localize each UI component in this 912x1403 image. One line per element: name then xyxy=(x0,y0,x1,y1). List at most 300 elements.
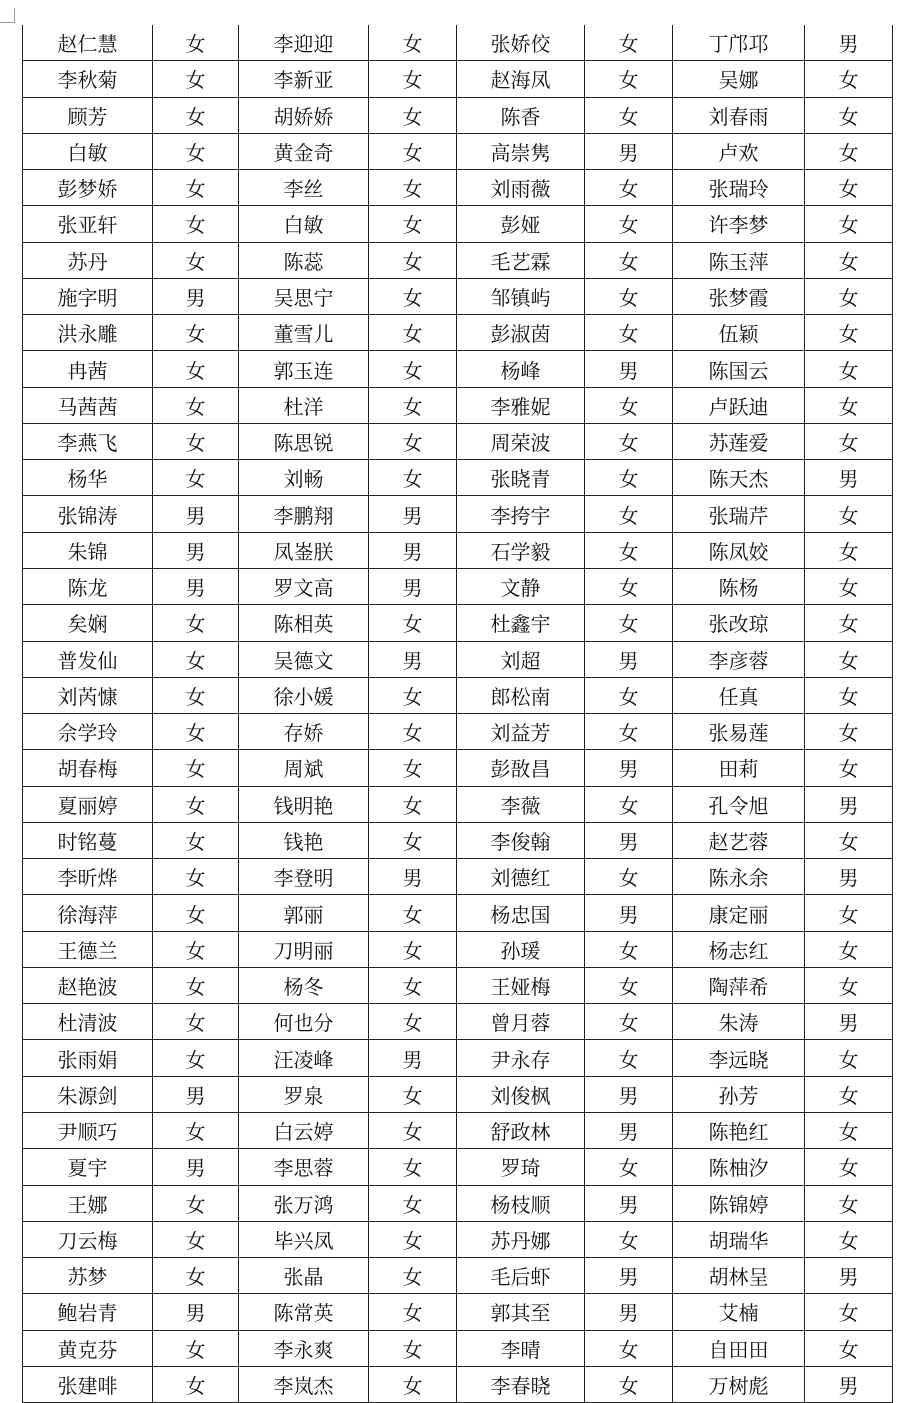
gender-cell: 女 xyxy=(805,568,893,604)
name-cell: 苏丹娜 xyxy=(457,1221,585,1257)
name-cell: 杨华 xyxy=(23,460,153,496)
gender-cell: 女 xyxy=(369,1221,457,1257)
name-cell: 钱艳 xyxy=(239,822,369,858)
gender-cell: 女 xyxy=(153,206,239,242)
gender-cell: 女 xyxy=(805,61,893,97)
gender-cell: 男 xyxy=(805,460,893,496)
gender-cell: 女 xyxy=(153,822,239,858)
name-cell: 施字明 xyxy=(23,278,153,314)
gender-cell: 女 xyxy=(805,242,893,278)
name-cell: 吴德文 xyxy=(239,641,369,677)
gender-cell: 女 xyxy=(369,423,457,459)
name-cell: 夏宇 xyxy=(23,1149,153,1185)
name-cell: 何也分 xyxy=(239,1004,369,1040)
name-cell: 杜洋 xyxy=(239,387,369,423)
gender-cell: 女 xyxy=(585,1330,673,1366)
gender-cell: 女 xyxy=(153,61,239,97)
gender-cell: 女 xyxy=(369,931,457,967)
gender-cell: 女 xyxy=(369,605,457,641)
gender-cell: 女 xyxy=(153,931,239,967)
gender-cell: 女 xyxy=(585,967,673,1003)
name-cell: 彭淑茵 xyxy=(457,315,585,351)
name-cell: 毛艺霖 xyxy=(457,242,585,278)
gender-cell: 男 xyxy=(585,1294,673,1330)
gender-cell: 女 xyxy=(805,315,893,351)
gender-cell: 男 xyxy=(805,25,893,61)
gender-cell: 女 xyxy=(585,315,673,351)
gender-cell: 女 xyxy=(369,61,457,97)
name-cell: 伍颖 xyxy=(673,315,805,351)
table-row xyxy=(23,1330,893,1366)
table-row xyxy=(23,1004,893,1040)
name-cell: 时铭蔓 xyxy=(23,822,153,858)
name-cell: 刘春雨 xyxy=(673,97,805,133)
gender-cell: 女 xyxy=(153,242,239,278)
name-cell: 李燕飞 xyxy=(23,423,153,459)
name-cell: 黄克芬 xyxy=(23,1330,153,1366)
name-cell: 徐小媛 xyxy=(239,677,369,713)
name-cell: 彭敔昌 xyxy=(457,750,585,786)
gender-cell: 女 xyxy=(585,532,673,568)
table-row xyxy=(23,351,893,387)
name-cell: 卢欢 xyxy=(673,133,805,169)
gender-cell: 女 xyxy=(369,1004,457,1040)
page-corner-mark xyxy=(0,8,15,23)
gender-cell: 女 xyxy=(369,1258,457,1294)
gender-cell: 女 xyxy=(585,1149,673,1185)
gender-cell: 女 xyxy=(369,1366,457,1402)
name-cell: 李晴 xyxy=(457,1330,585,1366)
gender-cell: 女 xyxy=(585,931,673,967)
name-cell: 李登明 xyxy=(239,859,369,895)
name-cell: 李挎宇 xyxy=(457,496,585,532)
name-cell: 田莉 xyxy=(673,750,805,786)
name-cell: 李永爽 xyxy=(239,1330,369,1366)
name-cell: 罗泉 xyxy=(239,1076,369,1112)
table-row xyxy=(23,895,893,931)
name-cell: 刀云梅 xyxy=(23,1221,153,1257)
name-cell: 顾芳 xyxy=(23,97,153,133)
gender-cell: 女 xyxy=(369,351,457,387)
gender-cell: 女 xyxy=(369,822,457,858)
name-cell: 刘超 xyxy=(457,641,585,677)
gender-cell: 女 xyxy=(805,641,893,677)
table-row xyxy=(23,714,893,750)
name-cell: 普发仙 xyxy=(23,641,153,677)
gender-cell: 男 xyxy=(585,895,673,931)
gender-cell: 男 xyxy=(585,641,673,677)
gender-cell: 女 xyxy=(369,97,457,133)
gender-cell: 女 xyxy=(805,1076,893,1112)
name-cell: 郭丽 xyxy=(239,895,369,931)
name-cell: 白敏 xyxy=(23,133,153,169)
name-cell: 杨枝顺 xyxy=(457,1185,585,1221)
gender-cell: 女 xyxy=(153,1040,239,1076)
name-cell: 刘畅 xyxy=(239,460,369,496)
name-cell: 张雨娟 xyxy=(23,1040,153,1076)
name-cell: 杨冬 xyxy=(239,967,369,1003)
name-cell: 陈永余 xyxy=(673,859,805,895)
gender-cell: 女 xyxy=(585,387,673,423)
name-cell: 李薇 xyxy=(457,786,585,822)
gender-cell: 男 xyxy=(369,532,457,568)
name-cell: 胡瑞华 xyxy=(673,1221,805,1257)
name-cell: 曾月蓉 xyxy=(457,1004,585,1040)
gender-cell: 女 xyxy=(153,641,239,677)
name-cell: 赵海凤 xyxy=(457,61,585,97)
name-cell: 丁邝邛 xyxy=(673,25,805,61)
name-cell: 张梦霞 xyxy=(673,278,805,314)
gender-cell: 男 xyxy=(585,822,673,858)
gender-cell: 男 xyxy=(369,496,457,532)
gender-cell: 女 xyxy=(153,677,239,713)
table-row xyxy=(23,97,893,133)
gender-cell: 女 xyxy=(369,1185,457,1221)
name-cell: 李春晓 xyxy=(457,1366,585,1402)
name-cell: 白敏 xyxy=(239,206,369,242)
gender-cell: 男 xyxy=(805,1258,893,1294)
name-cell: 陈香 xyxy=(457,97,585,133)
name-cell: 苏梦 xyxy=(23,1258,153,1294)
table-row xyxy=(23,206,893,242)
table-row xyxy=(23,1366,893,1402)
gender-cell: 女 xyxy=(585,170,673,206)
gender-cell: 女 xyxy=(369,1112,457,1148)
table-row xyxy=(23,133,893,169)
name-cell: 罗文高 xyxy=(239,568,369,604)
gender-cell: 女 xyxy=(153,315,239,351)
name-cell: 彭梦娇 xyxy=(23,170,153,206)
gender-cell: 男 xyxy=(153,532,239,568)
gender-cell: 女 xyxy=(153,967,239,1003)
gender-cell: 女 xyxy=(585,1004,673,1040)
name-cell: 存娇 xyxy=(239,714,369,750)
table-row xyxy=(23,568,893,604)
gender-cell: 女 xyxy=(369,714,457,750)
gender-cell: 女 xyxy=(153,1004,239,1040)
gender-cell: 男 xyxy=(369,1040,457,1076)
gender-cell: 男 xyxy=(585,750,673,786)
gender-cell: 女 xyxy=(369,895,457,931)
gender-cell: 女 xyxy=(153,133,239,169)
gender-cell: 女 xyxy=(369,170,457,206)
gender-cell: 男 xyxy=(585,1185,673,1221)
name-cell: 赵仁慧 xyxy=(23,25,153,61)
gender-cell: 男 xyxy=(805,786,893,822)
name-cell: 康定丽 xyxy=(673,895,805,931)
gender-cell: 女 xyxy=(805,387,893,423)
gender-cell: 女 xyxy=(369,133,457,169)
gender-cell: 女 xyxy=(805,967,893,1003)
name-cell: 矣娴 xyxy=(23,605,153,641)
roster-body xyxy=(23,25,893,1403)
gender-cell: 女 xyxy=(153,750,239,786)
name-cell: 张建啡 xyxy=(23,1366,153,1402)
gender-cell: 男 xyxy=(805,1366,893,1402)
name-cell: 杨忠国 xyxy=(457,895,585,931)
table-row xyxy=(23,61,893,97)
name-cell: 苏丹 xyxy=(23,242,153,278)
name-cell: 陈相英 xyxy=(239,605,369,641)
gender-cell: 女 xyxy=(153,170,239,206)
name-cell: 李彦蓉 xyxy=(673,641,805,677)
gender-cell: 男 xyxy=(585,351,673,387)
gender-cell: 女 xyxy=(153,1112,239,1148)
table-row xyxy=(23,1294,893,1330)
gender-cell: 女 xyxy=(153,714,239,750)
name-cell: 自田田 xyxy=(673,1330,805,1366)
gender-cell: 女 xyxy=(369,242,457,278)
name-cell: 吴思宁 xyxy=(239,278,369,314)
gender-cell: 女 xyxy=(585,1221,673,1257)
gender-cell: 男 xyxy=(153,1076,239,1112)
gender-cell: 女 xyxy=(585,605,673,641)
gender-cell: 女 xyxy=(153,1366,239,1402)
name-cell: 陈锦婷 xyxy=(673,1185,805,1221)
gender-cell: 女 xyxy=(153,895,239,931)
name-cell: 黄金奇 xyxy=(239,133,369,169)
gender-cell: 女 xyxy=(805,895,893,931)
name-cell: 钱明艳 xyxy=(239,786,369,822)
name-cell: 任真 xyxy=(673,677,805,713)
name-cell: 孙芳 xyxy=(673,1076,805,1112)
name-cell: 朱源剑 xyxy=(23,1076,153,1112)
name-cell: 张亚轩 xyxy=(23,206,153,242)
name-cell: 陈柚汐 xyxy=(673,1149,805,1185)
table-row xyxy=(23,1221,893,1257)
gender-cell: 男 xyxy=(585,1076,673,1112)
name-cell: 李丝 xyxy=(239,170,369,206)
gender-cell: 女 xyxy=(805,750,893,786)
name-cell: 董雪儿 xyxy=(239,315,369,351)
name-cell: 陈常英 xyxy=(239,1294,369,1330)
name-cell: 洪永雕 xyxy=(23,315,153,351)
name-cell: 杜清波 xyxy=(23,1004,153,1040)
gender-cell: 女 xyxy=(805,1185,893,1221)
name-cell: 陶萍希 xyxy=(673,967,805,1003)
name-cell: 胡春梅 xyxy=(23,750,153,786)
gender-cell: 男 xyxy=(153,278,239,314)
name-cell: 刘芮慷 xyxy=(23,677,153,713)
student-roster-table xyxy=(22,25,893,1403)
name-cell: 赵艳波 xyxy=(23,967,153,1003)
gender-cell: 女 xyxy=(369,1294,457,1330)
gender-cell: 女 xyxy=(805,1330,893,1366)
gender-cell: 男 xyxy=(805,1004,893,1040)
gender-cell: 女 xyxy=(585,61,673,97)
gender-cell: 女 xyxy=(805,351,893,387)
name-cell: 汪凌峰 xyxy=(239,1040,369,1076)
gender-cell: 女 xyxy=(153,1330,239,1366)
table-row xyxy=(23,496,893,532)
name-cell: 张改琼 xyxy=(673,605,805,641)
gender-cell: 女 xyxy=(805,931,893,967)
name-cell: 尹顺巧 xyxy=(23,1112,153,1148)
name-cell: 陈龙 xyxy=(23,568,153,604)
name-cell: 鲍岩青 xyxy=(23,1294,153,1330)
gender-cell: 女 xyxy=(585,423,673,459)
gender-cell: 女 xyxy=(585,496,673,532)
name-cell: 李鹏翔 xyxy=(239,496,369,532)
name-cell: 张锦涛 xyxy=(23,496,153,532)
table-row xyxy=(23,532,893,568)
table-row xyxy=(23,242,893,278)
name-cell: 毛后虾 xyxy=(457,1258,585,1294)
name-cell: 张娇佼 xyxy=(457,25,585,61)
name-cell: 刘德红 xyxy=(457,859,585,895)
name-cell: 周荣波 xyxy=(457,423,585,459)
table-row xyxy=(23,750,893,786)
name-cell: 郭玉连 xyxy=(239,351,369,387)
gender-cell: 女 xyxy=(585,859,673,895)
gender-cell: 女 xyxy=(585,278,673,314)
gender-cell: 女 xyxy=(585,97,673,133)
name-cell: 王娅梅 xyxy=(457,967,585,1003)
gender-cell: 女 xyxy=(153,859,239,895)
gender-cell: 男 xyxy=(369,641,457,677)
gender-cell: 女 xyxy=(805,206,893,242)
gender-cell: 女 xyxy=(805,97,893,133)
gender-cell: 男 xyxy=(153,1149,239,1185)
name-cell: 李迎迎 xyxy=(239,25,369,61)
table-row xyxy=(23,315,893,351)
name-cell: 张易莲 xyxy=(673,714,805,750)
name-cell: 舒政林 xyxy=(457,1112,585,1148)
gender-cell: 男 xyxy=(585,1258,673,1294)
name-cell: 凤崟朕 xyxy=(239,532,369,568)
gender-cell: 男 xyxy=(585,1112,673,1148)
name-cell: 徐海萍 xyxy=(23,895,153,931)
gender-cell: 女 xyxy=(805,133,893,169)
gender-cell: 女 xyxy=(153,25,239,61)
gender-cell: 男 xyxy=(369,568,457,604)
table-row xyxy=(23,786,893,822)
name-cell: 孔令旭 xyxy=(673,786,805,822)
name-cell: 吴娜 xyxy=(673,61,805,97)
gender-cell: 女 xyxy=(369,1076,457,1112)
gender-cell: 女 xyxy=(369,750,457,786)
gender-cell: 女 xyxy=(153,786,239,822)
gender-cell: 女 xyxy=(153,1221,239,1257)
name-cell: 白云婷 xyxy=(239,1112,369,1148)
gender-cell: 男 xyxy=(805,859,893,895)
table-row xyxy=(23,25,893,61)
name-cell: 许李梦 xyxy=(673,206,805,242)
name-cell: 胡林呈 xyxy=(673,1258,805,1294)
gender-cell: 女 xyxy=(585,242,673,278)
gender-cell: 男 xyxy=(153,568,239,604)
table-row xyxy=(23,387,893,423)
gender-cell: 女 xyxy=(585,677,673,713)
name-cell: 朱涛 xyxy=(673,1004,805,1040)
name-cell: 陈国云 xyxy=(673,351,805,387)
name-cell: 刘雨薇 xyxy=(457,170,585,206)
gender-cell: 女 xyxy=(805,714,893,750)
name-cell: 高崇隽 xyxy=(457,133,585,169)
name-cell: 李昕烨 xyxy=(23,859,153,895)
gender-cell: 女 xyxy=(805,822,893,858)
gender-cell: 女 xyxy=(369,786,457,822)
table-row xyxy=(23,1112,893,1148)
name-cell: 张晶 xyxy=(239,1258,369,1294)
gender-cell: 男 xyxy=(585,133,673,169)
name-cell: 刘俊枫 xyxy=(457,1076,585,1112)
name-cell: 胡娇娇 xyxy=(239,97,369,133)
name-cell: 万树彪 xyxy=(673,1366,805,1402)
name-cell: 张万鸿 xyxy=(239,1185,369,1221)
name-cell: 王娜 xyxy=(23,1185,153,1221)
gender-cell: 女 xyxy=(585,206,673,242)
name-cell: 陈天杰 xyxy=(673,460,805,496)
gender-cell: 男 xyxy=(153,1294,239,1330)
gender-cell: 女 xyxy=(369,967,457,1003)
name-cell: 毕兴凤 xyxy=(239,1221,369,1257)
gender-cell: 女 xyxy=(585,1040,673,1076)
gender-cell: 女 xyxy=(805,1294,893,1330)
name-cell: 夏丽婷 xyxy=(23,786,153,822)
table-row xyxy=(23,1076,893,1112)
name-cell: 刘益芳 xyxy=(457,714,585,750)
gender-cell: 女 xyxy=(805,1040,893,1076)
gender-cell: 女 xyxy=(805,423,893,459)
name-cell: 马茜茜 xyxy=(23,387,153,423)
table-row xyxy=(23,967,893,1003)
name-cell: 朱锦 xyxy=(23,532,153,568)
table-row xyxy=(23,460,893,496)
name-cell: 王德兰 xyxy=(23,931,153,967)
gender-cell: 女 xyxy=(805,677,893,713)
gender-cell: 女 xyxy=(153,460,239,496)
name-cell: 李俊翰 xyxy=(457,822,585,858)
name-cell: 陈杨 xyxy=(673,568,805,604)
name-cell: 杨志红 xyxy=(673,931,805,967)
gender-cell: 女 xyxy=(805,605,893,641)
gender-cell: 女 xyxy=(369,677,457,713)
name-cell: 佘学玲 xyxy=(23,714,153,750)
name-cell: 文静 xyxy=(457,568,585,604)
name-cell: 苏莲爱 xyxy=(673,423,805,459)
table-row xyxy=(23,1040,893,1076)
table-row xyxy=(23,423,893,459)
gender-cell: 女 xyxy=(585,568,673,604)
table-row xyxy=(23,1258,893,1294)
name-cell: 赵艺蓉 xyxy=(673,822,805,858)
gender-cell: 女 xyxy=(369,1330,457,1366)
gender-cell: 女 xyxy=(805,1149,893,1185)
gender-cell: 女 xyxy=(369,278,457,314)
gender-cell: 女 xyxy=(153,351,239,387)
table-row xyxy=(23,1149,893,1185)
name-cell: 杨峰 xyxy=(457,351,585,387)
gender-cell: 女 xyxy=(153,423,239,459)
gender-cell: 女 xyxy=(153,387,239,423)
gender-cell: 女 xyxy=(369,315,457,351)
name-cell: 李思蓉 xyxy=(239,1149,369,1185)
name-cell: 陈艳红 xyxy=(673,1112,805,1148)
name-cell: 陈凤姣 xyxy=(673,532,805,568)
gender-cell: 女 xyxy=(369,206,457,242)
name-cell: 石学毅 xyxy=(457,532,585,568)
gender-cell: 女 xyxy=(369,387,457,423)
name-cell: 卢跃迪 xyxy=(673,387,805,423)
gender-cell: 男 xyxy=(153,496,239,532)
name-cell: 郎松南 xyxy=(457,677,585,713)
name-cell: 周斌 xyxy=(239,750,369,786)
table-row xyxy=(23,278,893,314)
gender-cell: 女 xyxy=(805,532,893,568)
gender-cell: 女 xyxy=(369,460,457,496)
name-cell: 孙瑗 xyxy=(457,931,585,967)
